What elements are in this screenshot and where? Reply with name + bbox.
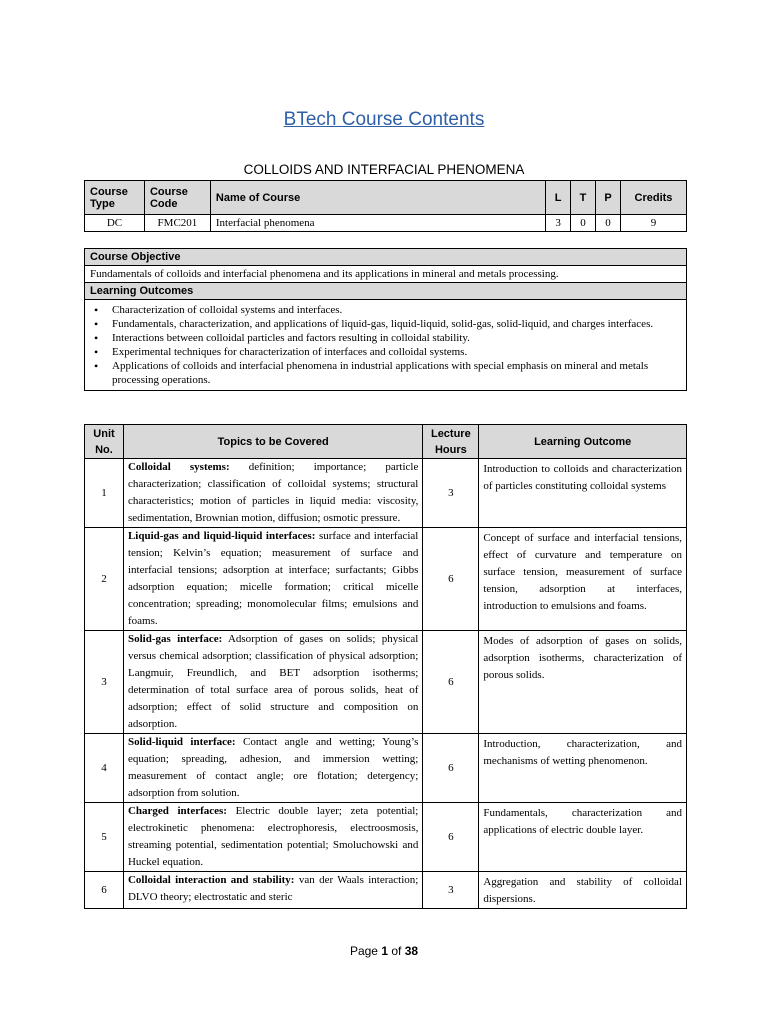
- t-value: 0: [571, 215, 596, 232]
- course-table-header-row: [85, 181, 687, 215]
- unit-outcome: Aggregation and stability of colloidal dispersions.: [479, 872, 687, 909]
- topic-heading: Colloidal systems:: [127, 461, 230, 473]
- p-value: 0: [596, 215, 621, 232]
- units-table-header-row: [85, 425, 687, 459]
- header-lecture-hours: Lecture Hours: [423, 425, 479, 459]
- unit-topics: [123, 803, 422, 872]
- table-row: [85, 734, 687, 803]
- unit-topics: [123, 528, 422, 631]
- course-objective-text: Fundamentals of colloids and interfacial phenomena and its applications in mineral and metals processing.: [85, 266, 687, 283]
- footer-page-number: 1: [381, 944, 388, 958]
- unit-outcome: Fundamentals, characterization and applications of electric double layer.: [479, 803, 687, 872]
- table-row: [85, 631, 687, 734]
- footer-mid: of: [388, 944, 405, 958]
- learning-outcomes-label: Learning Outcomes: [85, 283, 687, 300]
- table-row: [85, 528, 687, 631]
- unit-outcome: Introduction, characterization, and mechanisms of wetting phenomenon.: [479, 734, 687, 803]
- unit-topics: [123, 631, 422, 734]
- list-item: • Applications of colloids and interfacial phenomena in industrial applications with special emphasis on mineral and metals processing operations.: [90, 359, 681, 387]
- unit-outcome: Introduction to colloids and characterization of particles constituting colloidal systems: [479, 459, 687, 528]
- objective-outcomes-table: [84, 248, 687, 391]
- lecture-hours: 6: [423, 528, 479, 631]
- unit-topics: [123, 734, 422, 803]
- lecture-hours: 3: [423, 459, 479, 528]
- page-title: BTech Course Contents: [283, 109, 485, 130]
- course-type-value: DC: [85, 215, 145, 232]
- course-objective-label: Course Objective: [85, 249, 687, 266]
- table-row: [85, 803, 687, 872]
- lecture-hours: 3: [423, 872, 479, 909]
- credits-value: 9: [620, 215, 686, 232]
- header-course-name: Name of Course: [210, 181, 545, 215]
- unit-number: 5: [85, 803, 124, 872]
- learning-outcomes-list: [90, 301, 681, 389]
- unit-outcome: Modes of adsorption of gases on solids, adsorption isotherms, characterization of porous solids.: [479, 631, 687, 734]
- topic-body: Electric double layer; zeta potential; electrokinetic phenomena: electrophoresis, electroosmosis, streaming potential, sedimentation potential; Smoluchowski and Huckel equation.: [127, 805, 419, 868]
- topic-heading: Solid-gas interface:: [127, 633, 223, 645]
- unit-number: 6: [85, 872, 124, 909]
- lecture-hours: 6: [423, 734, 479, 803]
- footer-prefix: Page: [349, 944, 382, 958]
- header-course-type: Course Type: [85, 181, 145, 215]
- table-row: [85, 872, 687, 909]
- topic-body: van der Waals interaction; DLVO theory; electrostatic and steric: [127, 874, 419, 903]
- l-value: 3: [546, 215, 571, 232]
- lecture-hours: 6: [423, 631, 479, 734]
- course-table-row: [85, 215, 687, 232]
- topic-heading: Colloidal interaction and stability:: [127, 874, 295, 886]
- unit-topics: [123, 872, 422, 909]
- unit-number: 2: [85, 528, 124, 631]
- list-item: • Interactions between colloidal particles and factors resulting in colloidal stability.: [90, 331, 681, 345]
- header-unit-no: Unit No.: [85, 425, 124, 459]
- topic-heading: Charged interfaces:: [127, 805, 227, 817]
- list-item: • Experimental techniques for characterization of interfaces and colloidal systems.: [90, 345, 681, 359]
- course-title: COLLOIDS AND INTERFACIAL PHENOMENA: [243, 162, 525, 177]
- unit-number: 3: [85, 631, 124, 734]
- units-table: [84, 424, 687, 909]
- header-topics: Topics to be Covered: [123, 425, 422, 459]
- topic-heading: Liquid-gas and liquid-liquid interfaces:: [127, 530, 316, 542]
- table-row: [85, 459, 687, 528]
- footer-page-total: 38: [404, 944, 419, 958]
- list-item: • Fundamentals, characterization, and applications of liquid-gas, liquid-liquid, solid-gas, solid-liquid, and charges interfaces.: [90, 317, 681, 331]
- topic-body: surface and interfacial tension; Kelvin’s equation; measurement of surface and interfacial tensions; adsorption at interface; surfactants; Gibbs adsorption equation; micelle formation; critical micelle concentration; spreading; monomolecular films; emulsions and foams.: [127, 530, 419, 627]
- list-item: • Characterization of colloidal systems and interfaces.: [90, 303, 681, 317]
- topic-heading: Solid-liquid interface:: [127, 736, 236, 748]
- header-t: T: [571, 181, 596, 215]
- unit-number: 1: [85, 459, 124, 528]
- topic-body: Contact angle and wetting; Young’s equation; spreading, adhesion, and immersion wetting; measurement of contact angle; ore flotation; detergency; adsorption from solution.: [127, 736, 419, 799]
- lecture-hours: 6: [423, 803, 479, 872]
- course-code-value: FMC201: [144, 215, 210, 232]
- header-credits: Credits: [620, 181, 686, 215]
- topic-body: definition; importance; particle characterization; classification of colloidal systems; structural characteristics; motion of particles in liquid media: viscosity, sedimentation, Brownian motion, diffusion; osmotic pressure.: [127, 461, 419, 524]
- topic-body: Adsorption of gases on solids; physical versus chemical adsorption; classification of physical adsorption; Langmuir, Freundlich, and BET adsorption isotherms; determination of total surface area of porous solids, heat of adsorption; effect of solid structure and composition on adsorption.: [127, 633, 419, 730]
- page-footer: [0, 944, 768, 958]
- unit-number: 4: [85, 734, 124, 803]
- header-learning-outcome: Learning Outcome: [479, 425, 687, 459]
- course-info-table: [84, 180, 687, 232]
- header-l: L: [546, 181, 571, 215]
- course-name-value: Interfacial phenomena: [210, 215, 545, 232]
- unit-outcome: Concept of surface and interfacial tensions, effect of curvature and temperature on surface tension, measurement of surface tension, adsorption at interfaces, introduction to emulsions and foams.: [479, 528, 687, 631]
- header-course-code: Course Code: [144, 181, 210, 215]
- unit-topics: [123, 459, 422, 528]
- header-p: P: [596, 181, 621, 215]
